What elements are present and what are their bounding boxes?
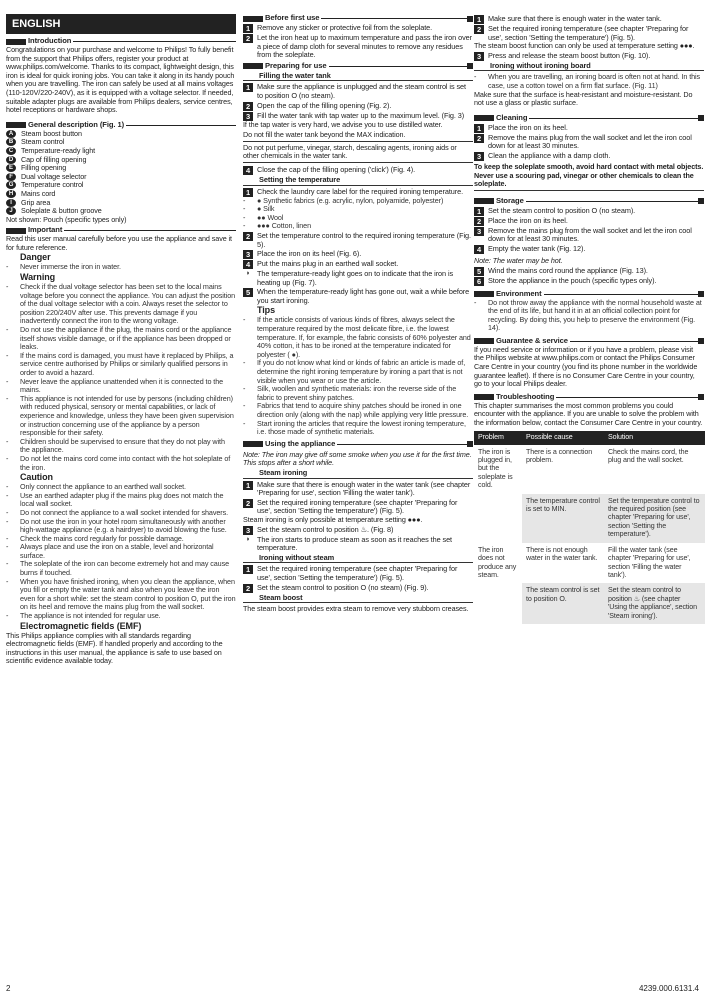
list-item <box>243 222 473 231</box>
dash-bullet: - <box>6 490 9 500</box>
cell-solution: Set the steam control to position ♨ (see chapter 'Using the appliance', section 'Steam ironing'). <box>604 583 705 624</box>
step-number: 3 <box>243 250 253 259</box>
step-number: 3 <box>474 152 484 161</box>
list-item-text: ●● Wool <box>257 212 284 222</box>
step-number: 5 <box>474 267 484 276</box>
col-header-cause: Possible cause <box>522 431 604 445</box>
dash-bullet: - <box>243 418 246 428</box>
part-letter-badge: F <box>6 173 16 181</box>
document-code: 4239.000.6131.4 <box>638 984 699 993</box>
step-item <box>474 134 704 151</box>
list-item <box>243 359 473 385</box>
section-before-first-use-header: Before first use <box>243 14 473 23</box>
warning-list <box>6 283 236 472</box>
table-row <box>474 445 705 494</box>
part-letter-badge: J <box>6 207 16 215</box>
step-item <box>243 34 473 60</box>
dash-bullet: - <box>6 350 9 360</box>
part-letter-badge: A <box>6 130 16 138</box>
column-3 <box>474 14 704 624</box>
list-item-text: The soleplate of the iron can become extremely hot and may cause burns if touched. <box>20 559 230 578</box>
step-text: Make sure that there is enough water in the water tank. <box>488 14 662 23</box>
step-number: 1 <box>474 15 484 24</box>
list-item-text: When you have finished ironing, when you clean the appliance, when you fill or empty the water tank and also when you leave the iron even for a short while: set the steam control to position O, put the iron on its heel and remove the mains plug from the wall socket. <box>20 576 236 612</box>
troubleshooting-text: This chapter summarises the most common problems you could encounter with the appliance. If you are unable to solve the problem with the information below, contact the Consumer Care Centre in your country. <box>474 400 703 428</box>
cleaning-steps <box>474 124 704 161</box>
no-steam-subheading: Ironing without steam <box>243 553 473 564</box>
cell-problem <box>474 494 522 543</box>
part-letter-badge: H <box>6 190 16 198</box>
list-item-text: If the article consists of various kinds of fibres, always select the temperature required by the most delicate fibre, i.e. the lowest temperature. If, for example, the fabric consists of 60% polyester and 40% cotton, it has to be ironed at the temperature indicated for polyester ( ●). <box>257 315 471 359</box>
step-number: 2 <box>243 102 253 111</box>
list-item-text: Check the mains cord regularly for possible damage. <box>20 533 184 543</box>
list-item-text: ● Silk <box>257 204 275 214</box>
cell-problem: The iron is plugged in, but the soleplate is cold. <box>478 447 513 490</box>
step-item <box>243 232 473 249</box>
list-item-text: If the mains cord is damaged, you must have it replaced by Philips, a service centre authorised by Philips or similarly qualified persons in order to avoid a hazard. <box>20 350 234 377</box>
list-item-text: Do not let the mains cord come into contact with the hot soleplate of the iron. <box>20 453 231 472</box>
troubleshooting-table <box>474 431 705 624</box>
table-row <box>474 583 705 624</box>
part-letter-badge: E <box>6 164 16 172</box>
list-item-text: Never immerse the iron in water. <box>20 262 121 272</box>
cell-problem <box>474 583 522 624</box>
step-text: Set the required ironing temperature (see chapter 'Preparing for use', section 'Setting the temperature') (Fig. 5). <box>488 24 689 42</box>
no-perfume-note: Do not put perfume, vinegar, starch, descaling agents, ironing aids or other chemicals in the water tank. <box>243 144 473 163</box>
cell-cause: There is not enough water in the water tank. <box>526 545 598 563</box>
list-item-text: Do not use the iron in your hotel room simultaneously with another high-wattage appliance (e.g. a hairdryer) to avoid blowing the fuse. <box>20 516 227 535</box>
cell-cause: The temperature control is set to MIN. <box>522 494 604 543</box>
step-text: Set the temperature control to the required ironing temperature (Fig. 5). <box>257 230 471 249</box>
col-header-problem: Problem <box>474 431 522 445</box>
list-item <box>243 402 473 419</box>
important-text: Read this user manual carefully before you use the appliance and save it for future reference. <box>6 234 232 252</box>
list-item-text: The appliance is not intended for regular use. <box>20 611 161 621</box>
part-label: Soleplate & button groove <box>21 206 102 216</box>
temp-step-5: 5 When the temperature-ready light has gone out, wait a while before you start ironing. <box>243 288 473 305</box>
page-number: 2 <box>6 984 11 993</box>
step-item <box>474 277 704 286</box>
steam-boost-subheading: Steam boost <box>243 593 473 604</box>
step-item <box>243 565 473 582</box>
steam-step-3: 3 Set the steam control to position ♨. (Fig. 8) <box>243 526 473 535</box>
parts-list <box>6 130 236 216</box>
step-number: 4 <box>243 260 253 269</box>
list-item <box>6 326 236 352</box>
step-text: Wind the mains cord round the appliance (Fig. 13). <box>488 265 648 275</box>
warning-heading: Warning <box>20 272 56 283</box>
section-using-header: Using the appliance <box>243 440 473 449</box>
soleplate-note: To keep the soleplate smooth, avoid hard contact with metal objects. Never use a scouring pad, vinegar or other chemicals to clean the soleplate. <box>474 163 704 191</box>
part-label: Temperature-ready light <box>21 145 96 155</box>
step-text: Store the appliance in the pouch (specific types only). <box>488 275 657 285</box>
list-item <box>6 518 236 535</box>
section-troubleshooting-header: Troubleshooting <box>474 393 704 402</box>
no-board-item: - When you are travelling, an ironing board is often not at hand. In this case, use a cotton towel on a firm flat surface. (Fig. 11) <box>474 72 701 90</box>
emf-heading: Electromagnetic fields (EMF) <box>20 620 142 631</box>
before-first-use-steps <box>243 24 473 60</box>
list-item-text: Never leave the appliance unattended when it is connected to the mains. <box>20 376 224 395</box>
part-label: Dual voltage selector <box>21 171 87 181</box>
list-item <box>243 197 473 206</box>
step-text: Set the required ironing temperature (see chapter 'Preparing for use', section 'Setting the temperature') (Fig. 5). <box>257 564 458 582</box>
dash-bullet: - <box>243 315 246 325</box>
table-header-row <box>474 431 705 445</box>
cell-solution: Check the mains cord, the plug and the wall socket. <box>608 447 689 465</box>
list-item <box>6 283 236 326</box>
list-item-text: Fabrics that tend to acquire shiny patches should be ironed in one direction only (along with the nap) while applying very little pressure. <box>257 401 469 419</box>
part-letter-badge: C <box>6 147 16 155</box>
step-number: 2 <box>243 499 253 508</box>
part-label: Mains cord <box>21 188 56 198</box>
step-item <box>243 250 473 259</box>
boost-text: The steam boost provides extra steam to remove very stubborn creases. <box>243 604 469 614</box>
step-number: 3 <box>243 112 253 121</box>
steam-note: Steam ironing is only possible at temperature setting ●●●. <box>243 514 423 524</box>
step-text: Place the iron on its heel. <box>488 122 568 132</box>
step-number: 1 <box>474 124 484 133</box>
list-item <box>6 560 236 577</box>
list-item-text: Children should be supervised to ensure that they do not play with the appliance. <box>20 436 225 455</box>
step-item <box>243 499 473 516</box>
list-item-text: This appliance is not intended for use by persons (including children) with reduced physical, sensory or mental capabilities, or lack of experience and knowledge, unless they have been given supervision or instruction concerning use of the appliance by a person responsible for their safety. <box>20 393 234 438</box>
dash-bullet: - <box>243 212 246 222</box>
tips-heading: Tips <box>257 305 276 316</box>
section-general-header: General description (Fig. 1) <box>6 121 236 130</box>
list-item <box>6 543 236 560</box>
list-item <box>6 263 236 272</box>
cell-solution: Set the temperature control to the required position (see chapter 'Preparing for use', section 'Setting the temperature'). <box>604 494 705 543</box>
boost-steps <box>474 15 704 42</box>
step-item <box>243 83 473 100</box>
filling-steps <box>243 83 473 120</box>
step-item <box>474 245 704 254</box>
boost-step-3: 3 Press and release the steam boost button (Fig. 10). <box>474 52 704 61</box>
step-item <box>243 102 473 111</box>
list-item <box>6 352 236 378</box>
table-row <box>474 543 705 584</box>
part-label: Filling opening <box>21 163 67 173</box>
temperature-steps <box>243 232 473 269</box>
dash-bullet: - <box>6 542 9 552</box>
step-item <box>474 25 704 42</box>
step-text: Make sure the appliance is unplugged and the steam control is set to position O (no steam). <box>257 82 466 100</box>
step-number: 1 <box>474 207 484 216</box>
section-important-header: Important <box>6 226 236 235</box>
step-text: Let the iron heat up to maximum temperature and pass the iron over a piece of damp cloth for several minutes to remove any residues from the soleplate. <box>257 33 472 60</box>
step-item <box>474 217 704 226</box>
part-label: Cap of filling opening <box>21 154 87 164</box>
storage-steps <box>474 207 704 254</box>
dash-bullet: - <box>6 507 9 517</box>
step-number: 2 <box>243 232 253 241</box>
section-preparing-header: Preparing for use <box>243 62 473 71</box>
list-item-text: ●●● Cotton, linen <box>257 221 312 231</box>
list-item <box>6 438 236 455</box>
boost-note: The steam boost function can only be used at temperature setting ●●●. <box>474 41 695 51</box>
dash-bullet: - <box>6 482 9 492</box>
step-number: 4 <box>474 245 484 254</box>
list-item-text: Start ironing the articles that require the lowest ironing temperature, i.e. those made of synthetic materials. <box>257 418 466 437</box>
max-note: Do not fill the water tank beyond the MAX indication. <box>243 131 473 142</box>
column-1 <box>6 14 236 666</box>
tap-water-note: If the tap water is very hard, we advise you to use distilled water. <box>243 119 443 129</box>
list-item-text: Always place and use the iron on a stable, level and horizontal surface. <box>20 542 214 560</box>
danger-heading: Danger <box>20 252 51 263</box>
dash-bullet: - <box>6 576 9 586</box>
part-label: Grip area <box>21 197 51 207</box>
part-letter-badge: G <box>6 181 16 189</box>
dash-bullet: - <box>6 559 9 569</box>
no-board-subheading: Ironing without ironing board <box>474 61 704 72</box>
section-guarantee-header: Guarantee & service <box>474 337 704 346</box>
col-header-solution: Solution <box>604 431 705 445</box>
intro-text: Congratulations on your purchase and welcome to Philips! To fully benefit from the support that Philips offers, register your product at www.philips.com/welcome. Thanks to its compact, lightweight design, this iron is ideal for quick ironing jobs. You can take it along in its handy pouch when you are travelling. The iron can safely be used at all mains voltages (110-120V/220-240V), as it is equipped with a voltage selector. If needed, suitable adapter plugs are available from Philips dealers, service centres, hotel receptions or hardware shops. <box>6 45 235 115</box>
step-text: Fill the water tank with tap water up to the maximum level. (Fig. 3) <box>257 110 465 120</box>
part-letter-badge: I <box>6 199 16 207</box>
dash-bullet: - <box>243 195 246 205</box>
dash-bullet: - <box>6 436 9 446</box>
step-item <box>474 267 704 276</box>
general-note: Not shown: Pouch (specific types only) <box>6 214 127 224</box>
step-item <box>243 584 473 593</box>
table-row <box>474 494 705 543</box>
list-item-text: Do not connect the appliance to a wall socket intended for shavers. <box>20 507 228 517</box>
steam-ironing-subheading: Steam ironing <box>243 468 473 479</box>
language-header: ENGLISH <box>6 14 236 34</box>
section-introduction-header: Introduction <box>6 37 236 46</box>
filling-step-4: 4 Close the cap of the filling opening ('click') (Fig. 4). <box>243 166 473 175</box>
list-item <box>6 395 236 438</box>
step-number: 1 <box>243 24 253 33</box>
fabric-list <box>243 197 473 231</box>
dash-bullet: - <box>243 384 246 394</box>
steam-steps <box>243 481 473 516</box>
step-number: 2 <box>243 34 253 43</box>
step-item <box>243 481 473 498</box>
step-number: 1 <box>243 83 253 92</box>
step-text: Open the cap of the filling opening (Fig. 2). <box>257 100 392 110</box>
section-storage-header: Storage <box>474 197 704 206</box>
cell-cause: There is a connection problem. <box>526 447 593 465</box>
environment-item: - Do not throw away the appliance with the normal household waste at the end of its life, but hand it in at an official collection point for recycling. By doing this, you help to preserve the environment (Fig. 14). <box>474 297 702 333</box>
section-environment-header: Environment <box>474 290 704 299</box>
step-text: Remove any sticker or protective foil from the soleplate. <box>257 23 433 32</box>
caution-heading: Caution <box>20 472 53 483</box>
list-item <box>6 612 236 621</box>
list-item <box>6 378 236 395</box>
dash-bullet: - <box>243 221 246 231</box>
list-item <box>243 385 473 402</box>
dash-bullet: - <box>6 611 9 621</box>
danger-list <box>6 263 236 272</box>
dash-bullet: - <box>243 204 246 214</box>
list-item-text: Silk, woollen and synthetic materials: iron the reverse side of the fabric to prevent shiny patches. <box>257 384 457 402</box>
storage-note: Note: The water may be hot. <box>474 255 563 265</box>
cell-problem: The iron does not produce any steam. <box>478 545 517 579</box>
section-cleaning-header: Cleaning <box>474 114 704 123</box>
emf-text: This Philips appliance complies with all standards regarding electromagnetic fields (EMF). If handled properly and according to the instructions in this user manual, the appliance is safe to use based on scientific evidence available today. <box>6 630 223 666</box>
step-number: 1 <box>243 565 253 574</box>
temp-ready-arrow: ◗ The temperature-ready light goes on to indicate that the iron is heating up (Fig. 7). <box>245 269 454 287</box>
dash-bullet: - <box>6 453 9 463</box>
dash-bullet: - <box>6 376 9 386</box>
step-text: Make sure that there is enough water in the water tank (see chapter 'Preparing for use', section 'Filling the water tank'). <box>257 479 471 498</box>
step-text: Set the steam control to position O (no steam) (Fig. 9). <box>257 582 429 592</box>
caution-list <box>6 483 236 621</box>
step-text: Remove the mains plug from the wall socket and let the iron cool down for at least 30 minutes. <box>488 132 692 151</box>
dash-bullet: - <box>6 282 9 292</box>
list-item <box>6 492 236 509</box>
step-text: Place the iron on its heel (Fig. 6). <box>257 249 362 259</box>
temperature-subheading: Setting the temperature <box>243 175 473 186</box>
part-letter-badge: D <box>6 156 16 164</box>
part-label: Temperature control <box>21 180 84 190</box>
step-number: 2 <box>474 25 484 34</box>
part-label: Steam boost button <box>21 128 82 138</box>
no-steam-steps <box>243 565 473 592</box>
list-item <box>6 578 236 612</box>
step-number: 2 <box>243 584 253 593</box>
list-item <box>6 455 236 472</box>
part-letter-badge: B <box>6 138 16 146</box>
step-number: 2 <box>474 134 484 143</box>
step-item <box>474 227 704 244</box>
list-item-text: Check if the dual voltage selector has been set to the local mains voltage before you connect the appliance. You can adjust the position of the dual voltage selector with a coin. Always reset the selector to position 220/240V after use. This prevents damage if you inadvertently connect the iron to the wrong voltage. <box>20 282 236 326</box>
step-number: 3 <box>474 227 484 236</box>
step-item <box>474 15 704 24</box>
steam-arrow: ◗ The iron starts to produce steam as soon as it reaches the set temperature. <box>245 534 452 553</box>
dash-bullet: - <box>243 401 246 411</box>
dash-bullet: - <box>243 358 246 368</box>
step-item <box>474 124 704 133</box>
list-item-text: Use an earthed adapter plug if the mains plug does not match the local wall socket. <box>20 490 224 509</box>
column-2 <box>243 14 473 614</box>
step-item <box>474 207 704 216</box>
dash-bullet: - <box>6 262 9 272</box>
step-text: Set the steam control to position O (no steam). <box>488 205 636 215</box>
dash-bullet: - <box>6 516 9 526</box>
dash-bullet: - <box>6 325 9 335</box>
part-label: Steam control <box>21 137 65 147</box>
no-board-text: Make sure that the surface is heat-resistant and moisture-resistant. Do not use a glass or plastic surface. <box>474 89 693 108</box>
list-item-text: Only connect the appliance to an earthed wall socket. <box>20 482 186 492</box>
step-text: Empty the water tank (Fig. 12). <box>488 243 586 253</box>
tips-list <box>243 316 473 436</box>
filling-subheading: Filling the water tank <box>243 71 473 82</box>
step-text: Put the mains plug in an earthed wall socket. <box>257 259 399 269</box>
dash-bullet: - <box>6 533 9 543</box>
step-number: 1 <box>243 481 253 490</box>
step-number: 2 <box>474 217 484 226</box>
step-text: Clean the appliance with a damp cloth. <box>488 150 611 160</box>
list-item-text: Do not use the appliance if the plug, the mains cord or the appliance itself shows visible damage, or if the appliance has been dropped or leaks. <box>20 325 232 352</box>
first-use-note: Note: The iron may give off some smoke when you use it for the first time. This stops after a short while. <box>243 449 472 468</box>
step-text: Set the required ironing temperature (see chapter 'Preparing for use', section 'Setting the temperature') (Fig. 5). <box>257 497 458 516</box>
list-item <box>243 316 473 359</box>
temp-step-1: 1 Check the laundry care label for the required ironing temperature. <box>243 188 473 197</box>
dash-bullet: - <box>6 393 9 403</box>
step-item <box>243 24 473 33</box>
step-text: Remove the mains plug from the wall socket and let the iron cool down for at least 30 minutes. <box>488 225 692 244</box>
step-item <box>243 260 473 269</box>
cell-solution: Fill the water tank (see chapter 'Preparing for use', section 'Filling the water tank'). <box>608 545 691 579</box>
guarantee-text: If you need service or information or if you have a problem, please visit the Philips website at www.philips.com or contact the Philips Consumer Care Centre in your country (you find its phone number in the worldwide guarantee leaflet). If there is no Consumer Care Centre in your country, go to your local Philips dealer. <box>474 344 698 389</box>
step-text: Place the iron on its heel. <box>488 215 568 225</box>
list-item <box>243 420 473 437</box>
storage-steps-2 <box>474 267 704 286</box>
cell-cause: The steam control is set to position O. <box>522 583 604 624</box>
list-item-text: If you do not know what kind or kinds of fabric an article is made of, determine the right ironing temperature by ironing a part that is not visible when you wear or use the article. <box>257 358 466 385</box>
step-item <box>474 152 704 161</box>
list-item-text: ● Synthetic fabrics (e.g. acrylic, nylon, polyamide, polyester) <box>257 195 444 205</box>
step-number: 6 <box>474 277 484 286</box>
